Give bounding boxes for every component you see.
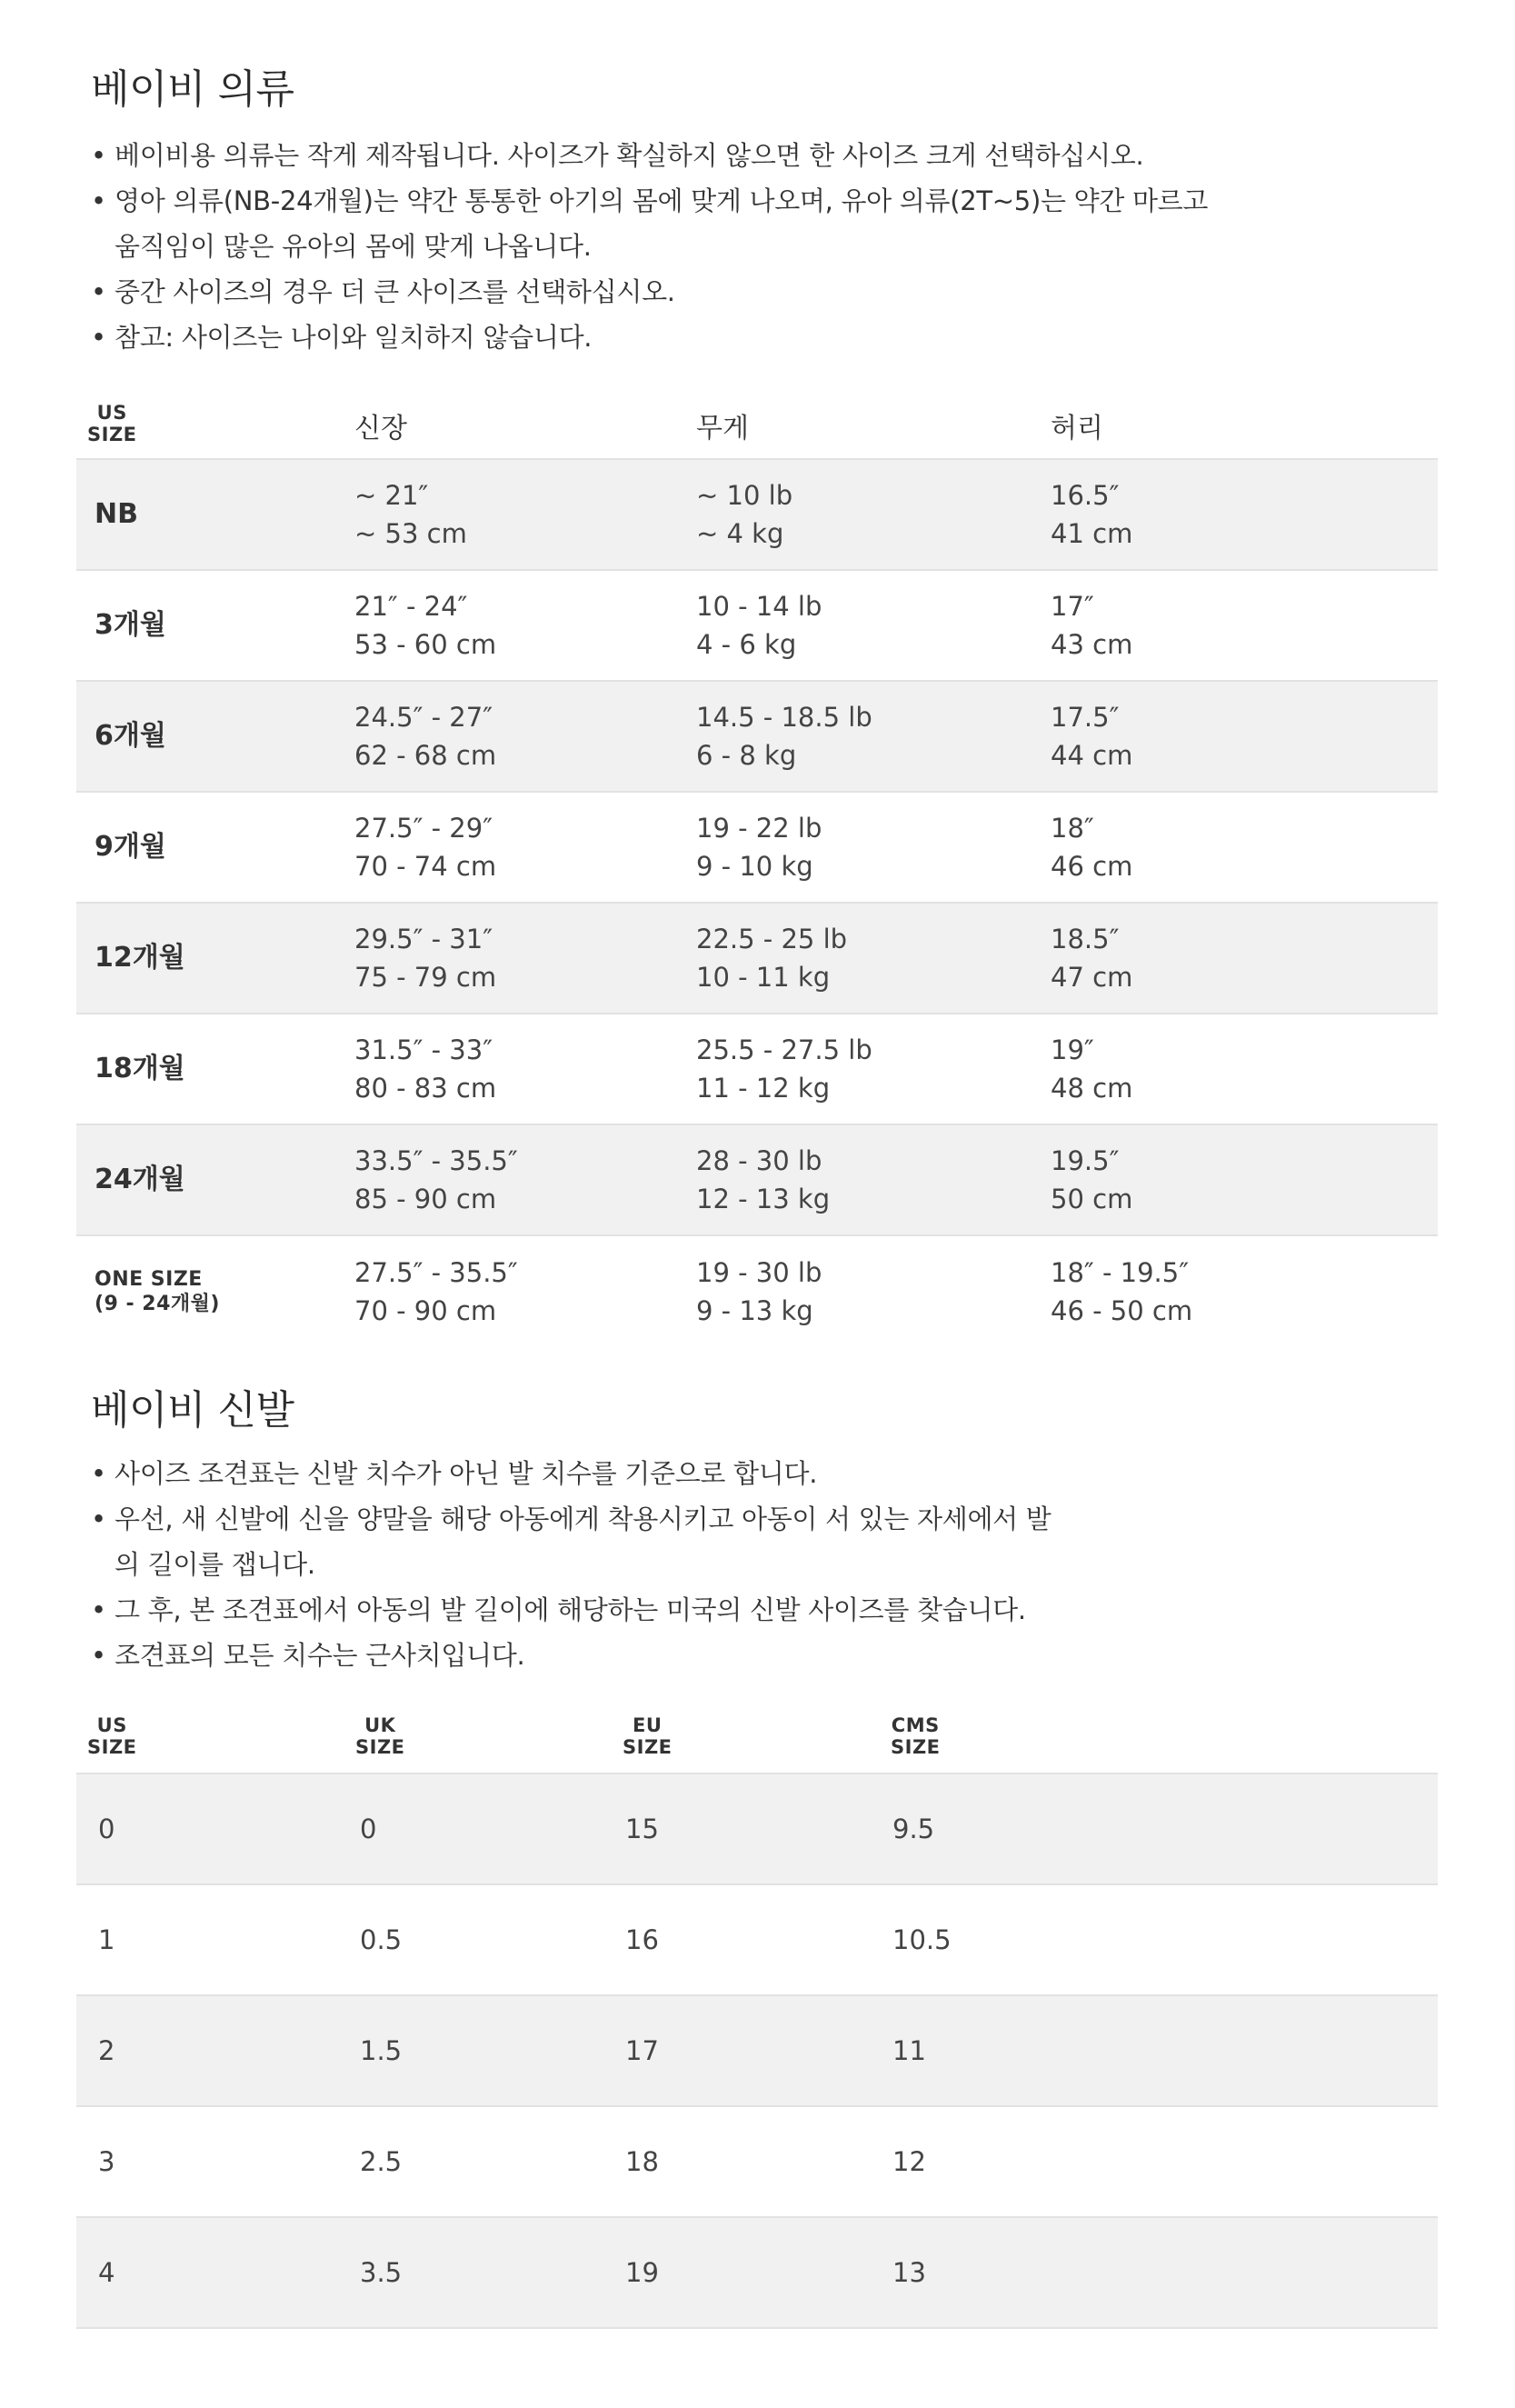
cms-shoe-size-cell: 12 <box>892 2146 926 2177</box>
waist-value: 18″ <box>1051 813 1094 844</box>
clothing-table-row <box>76 904 1438 1014</box>
eu-shoe-size-cell: 16 <box>625 1924 659 1955</box>
header-cms-shoe-size: CMS SIZE <box>891 1714 941 1758</box>
weight-value: 12 - 13 kg <box>696 1184 831 1214</box>
height-cell <box>354 460 467 569</box>
waist-cell <box>1051 571 1132 680</box>
cms-shoe-size-cell: 13 <box>892 2257 926 2288</box>
height-cell <box>354 904 496 1013</box>
shoe-table-header <box>76 1714 1438 1773</box>
uk-shoe-size-cell: 3.5 <box>360 2257 403 2288</box>
height-value: 27.5″ - 35.5″ <box>354 1257 518 1288</box>
waist-value: 18″ - 19.5″ <box>1051 1257 1190 1288</box>
weight-value: 19 - 22 lb <box>696 813 822 844</box>
size-label: 12개월 <box>95 942 185 974</box>
waist-value: 17.5″ <box>1051 702 1120 733</box>
shoes-notes <box>91 1451 1072 1678</box>
us-shoe-size-cell: 1 <box>98 1924 115 1955</box>
weight-value: 25.5 - 27.5 lb <box>696 1034 872 1065</box>
uk-shoe-size-cell: 0 <box>360 1813 377 1844</box>
clothing-note: • 영아 의류(NB-24개월)는 약간 통통한 아기의 몸에 맞게 나오며, 유아 의류(2T~5)는 약간 마르고 움직임이 많은 유아의 몸에 맞게 나옵니다. <box>91 178 1223 269</box>
height-cell <box>354 1236 518 1347</box>
waist-value: 47 cm <box>1051 962 1133 993</box>
us-shoe-size-cell: 0 <box>98 1813 115 1844</box>
size-cell <box>95 1125 185 1234</box>
header-waist: 허리 <box>1051 413 1103 445</box>
clothing-table-row <box>76 682 1438 793</box>
height-value: 70 - 90 cm <box>354 1295 497 1326</box>
weight-value: 10 - 11 kg <box>696 962 831 993</box>
weight-value: ~ 4 kg <box>696 518 784 549</box>
shoe-table-row <box>76 1996 1438 2107</box>
waist-value: 43 cm <box>1051 629 1133 660</box>
us-shoe-size-cell: 3 <box>98 2146 115 2177</box>
size-cell <box>95 571 166 680</box>
us-shoe-size-cell: 2 <box>98 2035 115 2066</box>
us-shoe-size-cell: 4 <box>98 2257 115 2288</box>
cms-shoe-size-cell: 11 <box>892 2035 926 2066</box>
waist-cell <box>1051 460 1132 569</box>
size-sublabel: (9 - 24개월) <box>95 1293 220 1315</box>
shoes-note: • 그 후, 본 조견표에서 아동의 발 길이에 해당하는 미국의 신발 사이즈를 찾습니다. <box>91 1587 1072 1633</box>
size-label: 3개월 <box>95 609 166 641</box>
size-cell <box>95 793 166 902</box>
weight-value: 11 - 12 kg <box>696 1073 831 1104</box>
shoes-note: • 사이즈 조견표는 신발 치수가 아닌 발 치수를 기준으로 합니다. <box>91 1451 1072 1496</box>
height-value: 21″ - 24″ <box>354 591 468 622</box>
size-cell <box>95 460 138 569</box>
header-height: 신장 <box>354 413 407 445</box>
uk-shoe-size-cell: 2.5 <box>360 2146 403 2177</box>
waist-cell <box>1051 793 1132 902</box>
clothing-table-row <box>76 571 1438 682</box>
weight-cell <box>696 1125 830 1234</box>
shoe-table-body <box>76 1774 1438 2329</box>
height-value: 80 - 83 cm <box>354 1073 497 1104</box>
waist-value: 46 cm <box>1051 851 1133 882</box>
waist-value: 16.5″ <box>1051 480 1120 511</box>
header-weight: 무게 <box>696 413 749 445</box>
clothing-note: • 중간 사이즈의 경우 더 큰 사이즈를 선택하십시오. <box>91 269 1218 315</box>
weight-value: ~ 10 lb <box>696 480 793 511</box>
waist-value: 19.5″ <box>1051 1145 1120 1176</box>
shoe-table-row <box>76 2218 1438 2329</box>
weight-value: 6 - 8 kg <box>696 740 797 771</box>
height-cell <box>354 793 496 902</box>
weight-cell <box>696 904 847 1013</box>
waist-value: 17″ <box>1051 591 1094 622</box>
height-cell <box>354 1125 518 1234</box>
size-cell <box>95 904 185 1013</box>
waist-cell <box>1051 1236 1192 1347</box>
header-us-size: US SIZE <box>87 402 137 445</box>
weight-cell <box>696 571 822 680</box>
eu-shoe-size-cell: 17 <box>625 2035 659 2066</box>
clothing-title: 베이비 의류 <box>91 66 294 113</box>
size-label: ONE SIZE <box>95 1268 203 1291</box>
weight-value: 4 - 6 kg <box>696 629 797 660</box>
waist-cell <box>1051 682 1132 791</box>
shoe-table-row <box>76 1774 1438 1885</box>
clothing-note: • 베이비용 의류는 작게 제작됩니다. 사이즈가 확실하지 않으면 한 사이즈 크게 선택하십시오. <box>91 133 1218 178</box>
clothing-table-row <box>76 1236 1438 1347</box>
cms-shoe-size-cell: 10.5 <box>892 1924 952 1955</box>
cms-shoe-size-cell: 9.5 <box>892 1813 935 1844</box>
weight-value: 14.5 - 18.5 lb <box>696 702 872 733</box>
height-value: 33.5″ - 35.5″ <box>354 1145 518 1176</box>
clothing-table-body <box>76 460 1438 1347</box>
shoes-title: 베이비 신발 <box>91 1387 294 1434</box>
clothing-table-row <box>76 793 1438 904</box>
weight-cell <box>696 1014 872 1124</box>
height-value: 29.5″ - 31″ <box>354 924 493 954</box>
size-cell <box>95 1014 185 1124</box>
clothing-table-row <box>76 1014 1438 1125</box>
size-label: 24개월 <box>95 1164 185 1195</box>
shoe-table-row <box>76 2107 1438 2218</box>
uk-shoe-size-cell: 0.5 <box>360 1924 403 1955</box>
weight-value: 9 - 10 kg <box>696 851 813 882</box>
weight-value: 19 - 30 lb <box>696 1257 822 1288</box>
shoes-note: • 우선, 새 신발에 신을 양말을 해당 아동에게 착용시키고 아동이 서 있는 자세에서 발의 길이를 잽니다. <box>91 1496 1060 1587</box>
height-value: 24.5″ - 27″ <box>354 702 493 733</box>
waist-value: 44 cm <box>1051 740 1133 771</box>
size-label: 9개월 <box>95 831 166 863</box>
waist-value: 46 - 50 cm <box>1051 1295 1193 1326</box>
waist-cell <box>1051 904 1132 1013</box>
height-value: 75 - 79 cm <box>354 962 497 993</box>
height-cell <box>354 571 496 680</box>
clothing-table-header <box>76 398 1438 458</box>
clothing-table-row <box>76 1125 1438 1236</box>
size-cell <box>95 1236 220 1347</box>
weight-cell <box>696 682 872 791</box>
waist-value: 50 cm <box>1051 1184 1133 1214</box>
height-value: ~ 21″ <box>354 480 429 511</box>
header-eu-shoe-size: EU SIZE <box>623 1714 673 1758</box>
weight-value: 10 - 14 lb <box>696 591 822 622</box>
height-value: 85 - 90 cm <box>354 1184 497 1214</box>
eu-shoe-size-cell: 18 <box>625 2146 659 2177</box>
height-cell <box>354 682 496 791</box>
shoe-size-table <box>76 1714 1438 2329</box>
height-value: 70 - 74 cm <box>354 851 497 882</box>
clothing-notes <box>91 133 1218 360</box>
header-uk-shoe-size: UK SIZE <box>355 1714 405 1758</box>
clothing-table-row <box>76 460 1438 571</box>
size-cell <box>95 682 166 791</box>
waist-value: 18.5″ <box>1051 924 1120 954</box>
height-value: ~ 53 cm <box>354 518 467 549</box>
shoes-note: • 조견표의 모든 치수는 근사치입니다. <box>91 1633 1072 1678</box>
weight-cell <box>696 793 822 902</box>
weight-cell <box>696 1236 822 1347</box>
clothing-size-table <box>76 398 1438 1347</box>
weight-value: 22.5 - 25 lb <box>696 924 848 954</box>
header-us-shoe-size: US SIZE <box>87 1714 137 1758</box>
size-label: 18개월 <box>95 1053 185 1084</box>
size-label: NB <box>95 498 138 530</box>
weight-value: 28 - 30 lb <box>696 1145 822 1176</box>
uk-shoe-size-cell: 1.5 <box>360 2035 403 2066</box>
height-value: 62 - 68 cm <box>354 740 497 771</box>
waist-value: 19″ <box>1051 1034 1094 1065</box>
height-value: 31.5″ - 33″ <box>354 1034 493 1065</box>
height-value: 27.5″ - 29″ <box>354 813 493 844</box>
size-label: 6개월 <box>95 720 166 752</box>
weight-value: 9 - 13 kg <box>696 1295 813 1326</box>
weight-cell <box>696 460 792 569</box>
waist-value: 41 cm <box>1051 518 1133 549</box>
eu-shoe-size-cell: 15 <box>625 1813 659 1844</box>
waist-value: 48 cm <box>1051 1073 1133 1104</box>
shoe-table-row <box>76 1885 1438 1996</box>
waist-cell <box>1051 1014 1132 1124</box>
clothing-note: • 참고: 사이즈는 나이와 일치하지 않습니다. <box>91 315 1218 360</box>
waist-cell <box>1051 1125 1132 1234</box>
height-value: 53 - 60 cm <box>354 629 497 660</box>
height-cell <box>354 1014 496 1124</box>
eu-shoe-size-cell: 19 <box>625 2257 659 2288</box>
